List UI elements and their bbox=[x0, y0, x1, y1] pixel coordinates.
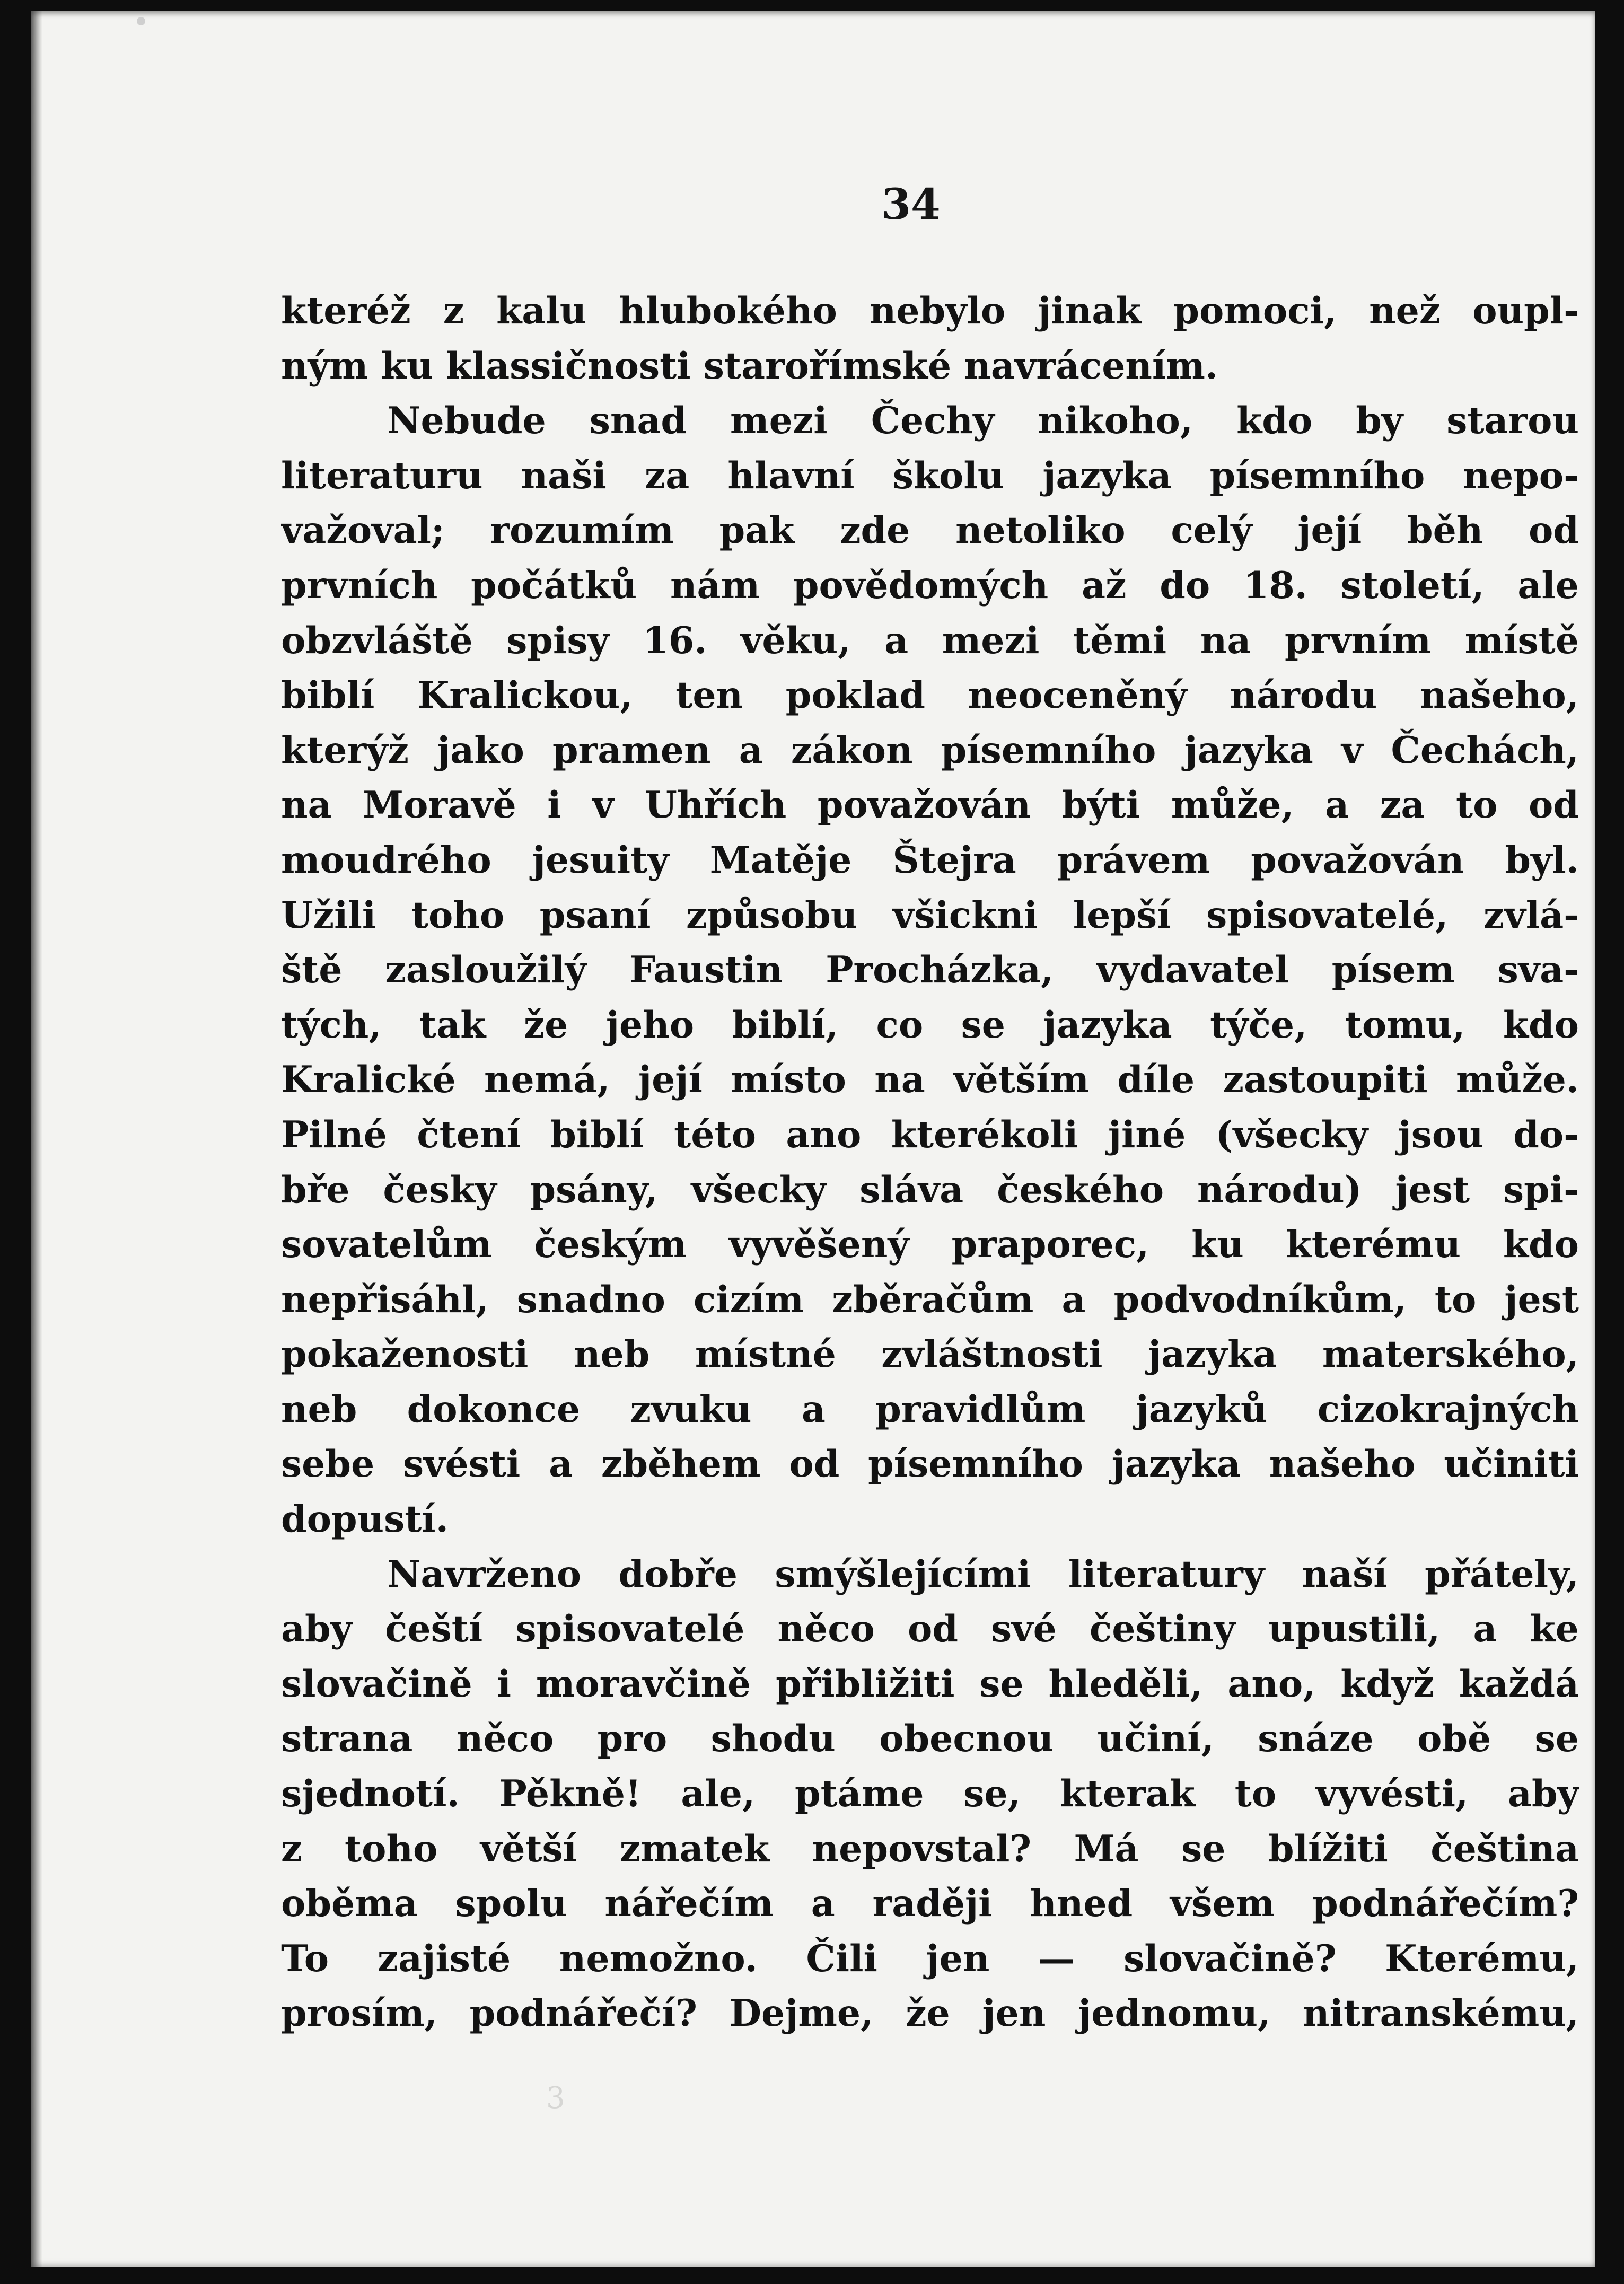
text-line: kterýž jako pramen a zákon písemního jazyka v Čechách, bbox=[281, 728, 1579, 772]
text-line: važoval; rozumím pak zde netoliko celý její běh od bbox=[281, 509, 1579, 552]
text-line: prosím, podnářečí? Dejme, že jen jednomu, nitranskému, bbox=[281, 1992, 1579, 2035]
text-line: bře česky psány, všecky sláva českého národu) jest spi- bbox=[281, 1168, 1579, 1211]
page-number: 34 bbox=[881, 179, 941, 229]
text-line: prvních počátků nám povědomých až do 18. století, ale bbox=[281, 564, 1579, 607]
text-line: neb dokonce zvuku a pravidlům jazyků cizokrajných bbox=[281, 1387, 1579, 1431]
text-line: kteréž z kalu hlubokého nebylo jinak pomoci, než oupl- bbox=[281, 289, 1579, 332]
scan-dot bbox=[137, 17, 145, 25]
text-line: na Moravě i v Uhřích považován býti může, a za to od bbox=[281, 784, 1579, 827]
text-line: ště zasloužilý Faustin Procházka, vydavatel písem sva- bbox=[281, 948, 1579, 992]
body-text bbox=[281, 284, 1579, 2041]
book-page bbox=[31, 11, 1595, 2267]
text-line: strana něco pro shodu obecnou učiní, snáze obě se bbox=[281, 1717, 1579, 1761]
text-line: dopustí. bbox=[281, 1498, 449, 1541]
text-line: oběma spolu nářečím a raději hned všem podnářečím? bbox=[281, 1882, 1579, 1926]
text-line: To zajisté nemožno. Čili jen — slovačině? Kterému, bbox=[281, 1937, 1579, 1980]
text-line: sebe svésti a zběhem od písemního jazyka našeho učiniti bbox=[281, 1443, 1579, 1486]
text-line: ným ku klassičnosti starořímské navrácením. bbox=[281, 344, 1218, 388]
text-line: slovačině i moravčině přibližiti se hleděli, ano, když každá bbox=[281, 1662, 1579, 1706]
text-line: moudrého jesuity Matěje Štejra právem považován byl. bbox=[281, 838, 1579, 882]
signature-mark: 3 bbox=[546, 2081, 565, 2115]
page-edge-shadow bbox=[31, 11, 42, 2267]
text-line: sovatelům českým vyvěšený praporec, ku kterému kdo bbox=[281, 1223, 1579, 1267]
text-line: literaturu naši za hlavní školu jazyka písemního nepo- bbox=[281, 454, 1579, 497]
text-line: Pilné čtení biblí této ano kterékoli jiné (všecky jsou do- bbox=[281, 1113, 1579, 1156]
text-line: aby čeští spisovatelé něco od své češtiny upustili, a ke bbox=[281, 1607, 1579, 1651]
text-line: pokaženosti neb místné zvláštnosti jazyka materského, bbox=[281, 1333, 1579, 1376]
text-line: Kralické nemá, její místo na větším díle zastoupiti může. bbox=[281, 1058, 1579, 1102]
text-line: biblí Kralickou, ten poklad neoceněný národu našeho, bbox=[281, 674, 1579, 717]
text-line: Navrženo dobře smýšlejícími literatury naší přátely, bbox=[387, 1552, 1579, 1596]
text-line: Užili toho psaní způsobu všickni lepší spisovatelé, zvlá- bbox=[281, 893, 1579, 937]
text-line: Nebude snad mezi Čechy nikoho, kdo by starou bbox=[387, 399, 1579, 443]
text-line: z toho větší zmatek nepovstal? Má se blížiti čeština bbox=[281, 1827, 1579, 1870]
text-line: nepřisáhl, snadno cizím zběračům a podvodníkům, to jest bbox=[281, 1278, 1579, 1321]
text-line: obzvláště spisy 16. věku, a mezi těmi na prvním místě bbox=[281, 619, 1579, 662]
text-line: tých, tak že jeho biblí, co se jazyka týče, tomu, kdo bbox=[281, 1003, 1579, 1047]
text-line: sjednotí. Pěkně! ale, ptáme se, kterak to vyvésti, aby bbox=[281, 1772, 1579, 1816]
